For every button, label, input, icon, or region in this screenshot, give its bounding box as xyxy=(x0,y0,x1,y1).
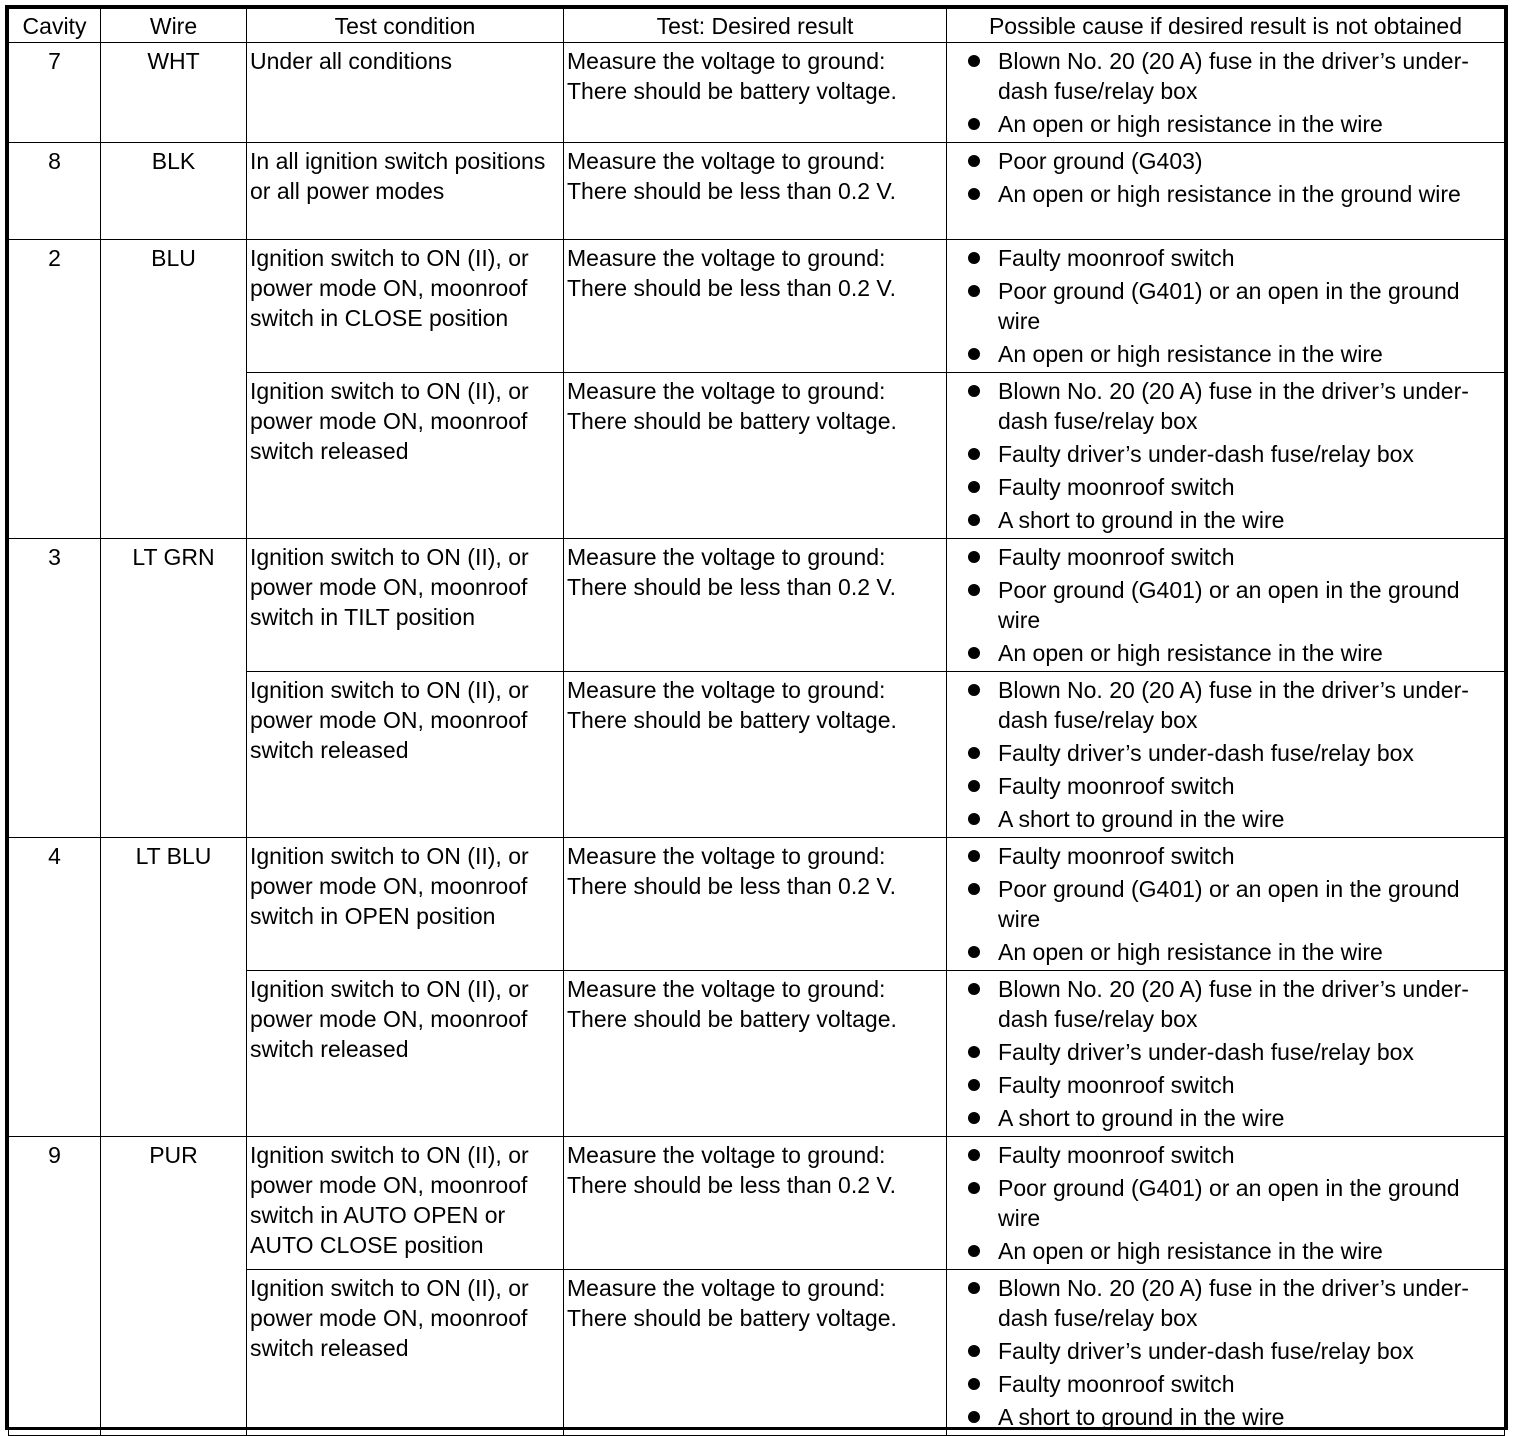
bullet-icon xyxy=(968,514,980,526)
wire-cell: WHT xyxy=(101,43,247,143)
bullet-icon xyxy=(968,850,980,862)
wire-cell: BLU xyxy=(101,240,247,539)
cause-text: Faulty moonroof switch xyxy=(998,843,1235,869)
cause-text: An open or high resistance in the wire xyxy=(998,640,1383,666)
cause-text: An open or high resistance in the wire xyxy=(998,1238,1383,1264)
table-row xyxy=(9,1137,1505,1270)
bullet-icon xyxy=(968,188,980,200)
cavity-cell: 8 xyxy=(9,143,101,240)
cause-text: Faulty moonroof switch xyxy=(998,1371,1235,1397)
cause-list xyxy=(947,974,1500,1133)
bullet-icon xyxy=(968,448,980,460)
result-cell: Measure the voltage to ground: There should be less than 0.2 V. xyxy=(564,143,947,240)
bullet-icon xyxy=(968,155,980,167)
cause-cell xyxy=(947,373,1505,539)
list-item xyxy=(947,1402,1500,1432)
test-table-container xyxy=(5,5,1508,1430)
header-possible-cause: Possible cause if desired result is not obtained xyxy=(947,9,1505,43)
bullet-icon xyxy=(968,285,980,297)
cause-cell xyxy=(947,672,1505,838)
cause-cell xyxy=(947,1137,1505,1270)
condition-cell: Ignition switch to ON (II), or power mode ON, moonroof switch released xyxy=(247,373,564,539)
cavity-cell: 4 xyxy=(9,838,101,1137)
bullet-icon xyxy=(968,1282,980,1294)
header-desired-result: Test: Desired result xyxy=(564,9,947,43)
result-cell: Measure the voltage to ground: There should be battery voltage. xyxy=(564,971,947,1137)
list-item xyxy=(947,339,1500,369)
cause-text: Poor ground (G401) or an open in the ground wire xyxy=(998,577,1460,633)
header-cavity: Cavity xyxy=(9,9,101,43)
cause-text: Faulty moonroof switch xyxy=(998,544,1235,570)
bullet-icon xyxy=(968,780,980,792)
bullet-icon xyxy=(968,118,980,130)
list-item xyxy=(947,1070,1500,1100)
list-item xyxy=(947,146,1500,176)
header-test-condition: Test condition xyxy=(247,9,564,43)
cause-text: A short to ground in the wire xyxy=(998,1105,1285,1131)
cause-cell xyxy=(947,539,1505,672)
bullet-icon xyxy=(968,1149,980,1161)
bullet-icon xyxy=(968,813,980,825)
bullet-icon xyxy=(968,647,980,659)
bullet-icon xyxy=(968,1345,980,1357)
cause-text: Faulty driver’s under-dash fuse/relay box xyxy=(998,1039,1414,1065)
cause-text: Poor ground (G401) or an open in the ground wire xyxy=(998,876,1460,932)
bullet-icon xyxy=(968,551,980,563)
list-item xyxy=(947,1037,1500,1067)
cause-list xyxy=(947,841,1500,967)
bullet-icon xyxy=(968,1245,980,1257)
cavity-cell: 7 xyxy=(9,43,101,143)
bullet-icon xyxy=(968,883,980,895)
condition-cell: Ignition switch to ON (II), or power mode ON, moonroof switch released xyxy=(247,1270,564,1436)
condition-cell: Under all conditions xyxy=(247,43,564,143)
condition-cell: Ignition switch to ON (II), or power mode ON, moonroof switch in OPEN position xyxy=(247,838,564,971)
list-item xyxy=(947,1140,1500,1170)
cause-text: Faulty moonroof switch xyxy=(998,474,1235,500)
result-cell: Measure the voltage to ground: There should be battery voltage. xyxy=(564,1270,947,1436)
cause-list xyxy=(947,376,1500,535)
wire-cell: BLK xyxy=(101,143,247,240)
cause-text: Blown No. 20 (20 A) fuse in the driver’s under-dash fuse/relay box xyxy=(998,48,1469,104)
cause-list xyxy=(947,1140,1500,1266)
condition-cell: In all ignition switch positions or all power modes xyxy=(247,143,564,240)
list-item xyxy=(947,505,1500,535)
cavity-cell: 9 xyxy=(9,1137,101,1436)
list-item xyxy=(947,472,1500,502)
bullet-icon xyxy=(968,1411,980,1423)
condition-cell: Ignition switch to ON (II), or power mode ON, moonroof switch in CLOSE position xyxy=(247,240,564,373)
header-wire: Wire xyxy=(101,9,247,43)
result-cell: Measure the voltage to ground: There should be battery voltage. xyxy=(564,672,947,838)
list-item xyxy=(947,841,1500,871)
cause-list xyxy=(947,542,1500,668)
list-item xyxy=(947,276,1500,336)
bullet-icon xyxy=(968,481,980,493)
list-item xyxy=(947,1369,1500,1399)
list-item xyxy=(947,179,1500,209)
wire-cell: LT BLU xyxy=(101,838,247,1137)
list-item xyxy=(947,1336,1500,1366)
list-item xyxy=(947,1236,1500,1266)
condition-cell: Ignition switch to ON (II), or power mode ON, moonroof switch released xyxy=(247,672,564,838)
bullet-icon xyxy=(968,55,980,67)
bullet-icon xyxy=(968,385,980,397)
cavity-cell: 3 xyxy=(9,539,101,838)
cause-text: An open or high resistance in the wire xyxy=(998,939,1383,965)
list-item xyxy=(947,439,1500,469)
bullet-icon xyxy=(968,1378,980,1390)
list-item xyxy=(947,46,1500,106)
cause-text: Faulty moonroof switch xyxy=(998,1142,1235,1168)
cause-text: A short to ground in the wire xyxy=(998,1404,1285,1430)
cause-text: An open or high resistance in the wire xyxy=(998,111,1383,137)
cause-text: Blown No. 20 (20 A) fuse in the driver’s under-dash fuse/relay box xyxy=(998,1275,1469,1331)
cause-text: Poor ground (G401) or an open in the ground wire xyxy=(998,278,1460,334)
cause-text: An open or high resistance in the ground wire xyxy=(998,181,1461,207)
result-cell: Measure the voltage to ground: There should be less than 0.2 V. xyxy=(564,240,947,373)
bullet-icon xyxy=(968,252,980,264)
wire-cell: LT GRN xyxy=(101,539,247,838)
table-row xyxy=(9,43,1505,143)
cause-cell xyxy=(947,43,1505,143)
list-item xyxy=(947,1173,1500,1233)
cause-text: Faulty driver’s under-dash fuse/relay box xyxy=(998,1338,1414,1364)
cause-list xyxy=(947,1273,1500,1432)
cause-text: A short to ground in the wire xyxy=(998,806,1285,832)
cause-list xyxy=(947,675,1500,834)
list-item xyxy=(947,575,1500,635)
list-item xyxy=(947,1273,1500,1333)
list-item xyxy=(947,109,1500,139)
cavity-cell: 2 xyxy=(9,240,101,539)
cause-cell xyxy=(947,143,1505,240)
cause-cell xyxy=(947,1270,1505,1436)
list-item xyxy=(947,804,1500,834)
list-item xyxy=(947,874,1500,934)
cause-text: Faulty driver’s under-dash fuse/relay box xyxy=(998,441,1414,467)
table-row xyxy=(9,240,1505,373)
bullet-icon xyxy=(968,983,980,995)
bullet-icon xyxy=(968,1112,980,1124)
cause-text: Faulty moonroof switch xyxy=(998,1072,1235,1098)
table-row xyxy=(9,539,1505,672)
list-item xyxy=(947,738,1500,768)
bullet-icon xyxy=(968,1182,980,1194)
cause-cell xyxy=(947,240,1505,373)
list-item xyxy=(947,542,1500,572)
bullet-icon xyxy=(968,747,980,759)
bullet-icon xyxy=(968,348,980,360)
condition-cell: Ignition switch to ON (II), or power mode ON, moonroof switch in TILT position xyxy=(247,539,564,672)
cause-text: Faulty moonroof switch xyxy=(998,773,1235,799)
cause-cell xyxy=(947,838,1505,971)
cause-text: Faulty moonroof switch xyxy=(998,245,1235,271)
cause-text: Poor ground (G403) xyxy=(998,148,1203,174)
result-cell: Measure the voltage to ground: There should be less than 0.2 V. xyxy=(564,539,947,672)
bullet-icon xyxy=(968,1046,980,1058)
result-cell: Measure the voltage to ground: There should be less than 0.2 V. xyxy=(564,1137,947,1270)
result-cell: Measure the voltage to ground: There should be battery voltage. xyxy=(564,43,947,143)
list-item xyxy=(947,937,1500,967)
header-row xyxy=(9,9,1505,43)
result-cell: Measure the voltage to ground: There should be battery voltage. xyxy=(564,373,947,539)
list-item xyxy=(947,771,1500,801)
list-item xyxy=(947,974,1500,1034)
cause-cell xyxy=(947,971,1505,1137)
wire-cell: PUR xyxy=(101,1137,247,1436)
list-item xyxy=(947,675,1500,735)
connector-test-table xyxy=(8,8,1505,1436)
cause-list xyxy=(947,243,1500,369)
cause-text: An open or high resistance in the wire xyxy=(998,341,1383,367)
cause-text: Blown No. 20 (20 A) fuse in the driver’s under-dash fuse/relay box xyxy=(998,378,1469,434)
cause-text: Blown No. 20 (20 A) fuse in the driver’s under-dash fuse/relay box xyxy=(998,976,1469,1032)
bullet-icon xyxy=(968,584,980,596)
table-row xyxy=(9,143,1505,240)
cause-text: Blown No. 20 (20 A) fuse in the driver’s under-dash fuse/relay box xyxy=(998,677,1469,733)
cause-list xyxy=(947,46,1500,139)
bullet-icon xyxy=(968,946,980,958)
list-item xyxy=(947,1103,1500,1133)
cause-list xyxy=(947,146,1500,209)
cause-text: A short to ground in the wire xyxy=(998,507,1285,533)
table-row xyxy=(9,838,1505,971)
condition-cell: Ignition switch to ON (II), or power mode ON, moonroof switch released xyxy=(247,971,564,1137)
bullet-icon xyxy=(968,1079,980,1091)
cause-text: Poor ground (G401) or an open in the ground wire xyxy=(998,1175,1460,1231)
condition-cell: Ignition switch to ON (II), or power mode ON, moonroof switch in AUTO OPEN or AUTO CLOSE position xyxy=(247,1137,564,1270)
result-cell: Measure the voltage to ground: There should be less than 0.2 V. xyxy=(564,838,947,971)
bullet-icon xyxy=(968,684,980,696)
list-item xyxy=(947,376,1500,436)
cause-text: Faulty driver’s under-dash fuse/relay box xyxy=(998,740,1414,766)
list-item xyxy=(947,243,1500,273)
list-item xyxy=(947,638,1500,668)
